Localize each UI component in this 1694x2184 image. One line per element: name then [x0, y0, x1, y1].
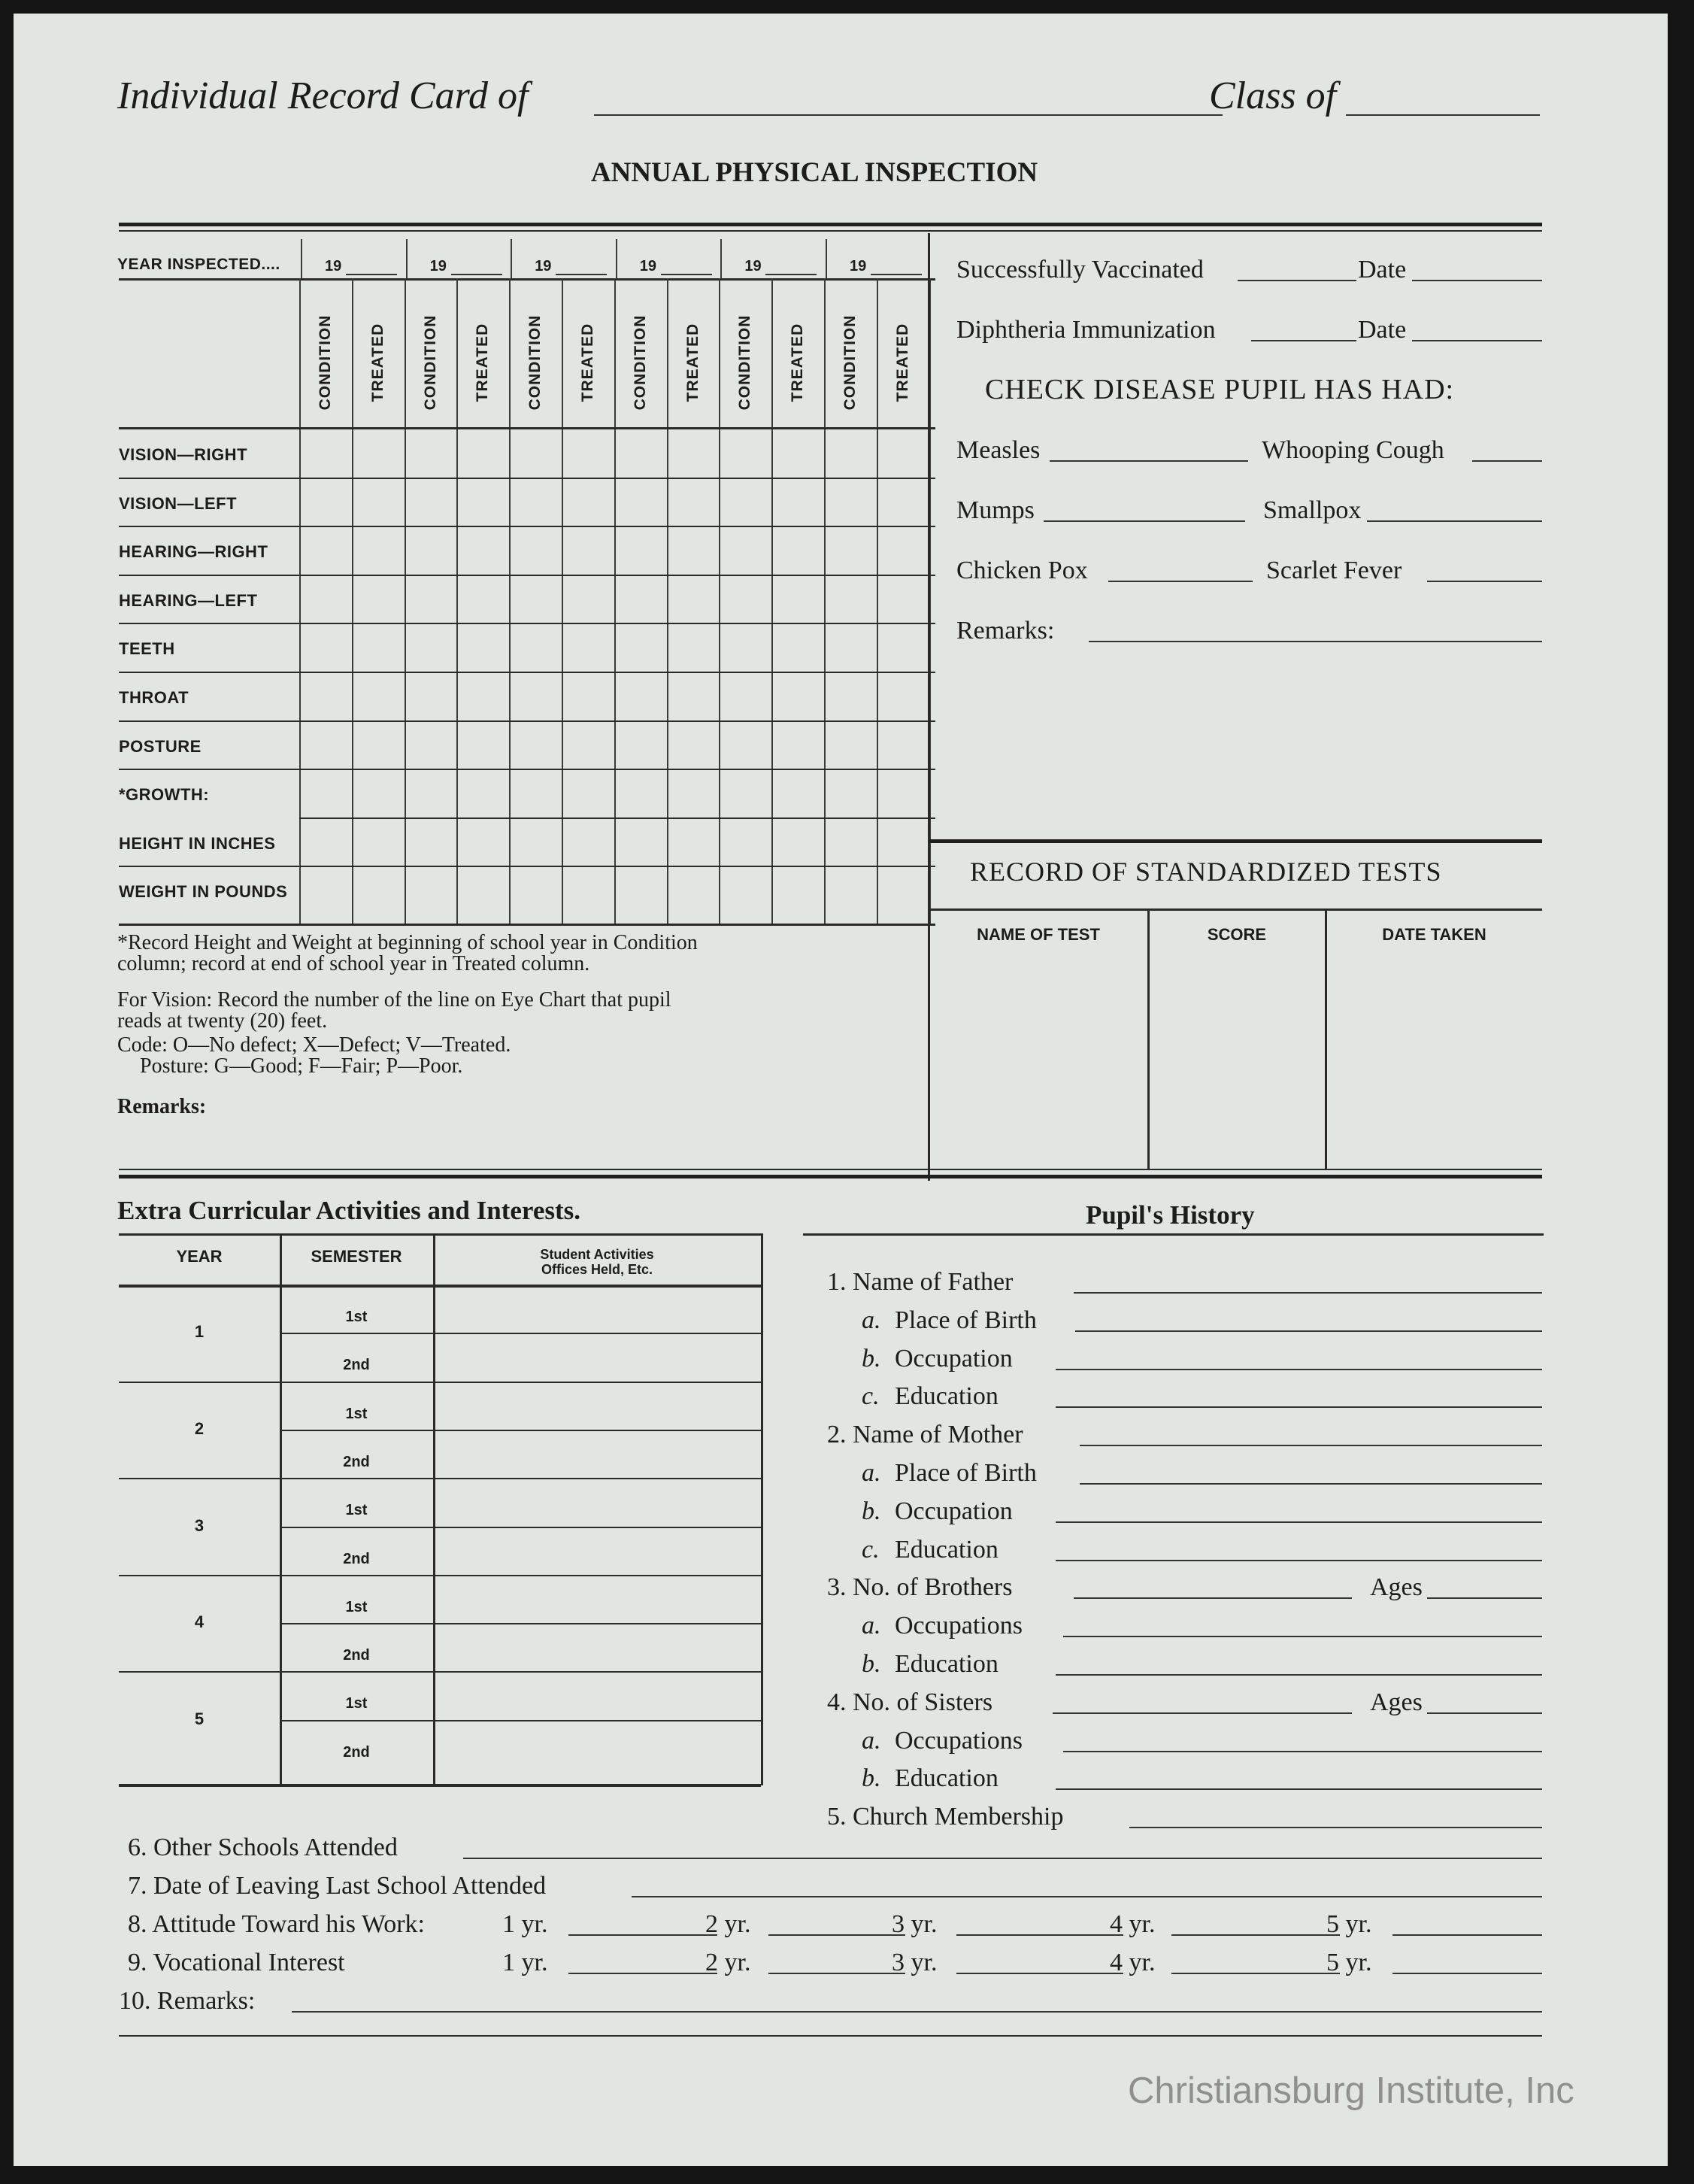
acts-sem-2: 2nd: [343, 1743, 370, 1761]
history-letter: a.: [862, 1306, 881, 1334]
inspection-row-label: WEIGHT IN POUNDS: [119, 882, 288, 902]
top-rule: [119, 223, 1542, 226]
acts-col-year: YEAR: [176, 1247, 223, 1266]
history-item-label: 1. Name of Father: [827, 1268, 1014, 1296]
attitude-year-label: 2 yr.: [705, 1910, 751, 1938]
acts-year: 5: [194, 1709, 205, 1728]
vocational-year-label: 5 yr.: [1326, 1949, 1372, 1976]
history-field[interactable]: [1053, 1712, 1352, 1714]
grid-col-line: [667, 278, 668, 924]
history-field[interactable]: [1074, 1597, 1352, 1599]
acts-sem-1: 1st: [345, 1405, 368, 1422]
tests-header-rule: [929, 908, 1542, 911]
history-ages-field[interactable]: [1427, 1712, 1542, 1714]
history-subitem-label: Education: [895, 1764, 999, 1793]
attitude-year-label: 4 yr.: [1110, 1910, 1156, 1938]
acts-col-line: [761, 1233, 763, 1785]
record-card-sheet: [14, 14, 1668, 2166]
history-field[interactable]: [1056, 1788, 1542, 1790]
history-field[interactable]: [1063, 1636, 1542, 1637]
acts-sem-line[interactable]: [280, 1623, 761, 1624]
inspection-row-line: [119, 478, 935, 479]
inspection-row-label: POSTURE: [119, 736, 202, 756]
growth-note-2: column; record at end of school year in Treated column.: [117, 952, 590, 975]
year-prefix: 19: [325, 258, 342, 275]
date-leaving-field[interactable]: [632, 1896, 1542, 1897]
page-title: ANNUAL PHYSICAL INSPECTION: [590, 157, 1038, 188]
history-field[interactable]: [1075, 1330, 1542, 1332]
history-field[interactable]: [1056, 1521, 1542, 1523]
history-letter: b.: [862, 1650, 881, 1678]
history-field[interactable]: [1080, 1483, 1542, 1485]
scarlet-fever-label: Scarlet Fever: [1266, 557, 1402, 584]
diphtheria-date-line[interactable]: [1412, 340, 1542, 341]
inspection-row-label: HEARING—LEFT: [119, 590, 258, 610]
acts-col-activities-1: Student Activities: [540, 1247, 654, 1262]
attitude-label: 8. Attitude Toward his Work:: [128, 1910, 426, 1938]
history-subitem-label: Occupation: [895, 1497, 1013, 1525]
vocational-year-label: 1 yr.: [502, 1949, 548, 1976]
history-subitem-label: Occupations: [895, 1612, 1023, 1640]
acts-sem-1: 1st: [345, 1502, 368, 1519]
history-letter: a.: [862, 1612, 881, 1640]
vocational-year-label: 4 yr.: [1110, 1949, 1156, 1976]
vocational-year-label: 3 yr.: [892, 1949, 938, 1976]
inspection-row-label: VISION—RIGHT: [119, 445, 248, 464]
vocational-year-field[interactable]: [768, 1973, 905, 1974]
history-letter: c.: [862, 1382, 880, 1411]
history-ages-label: Ages: [1370, 1688, 1423, 1716]
watermark: Christiansburg Institute, Inc: [1128, 2070, 1574, 2111]
history-field[interactable]: [1056, 1674, 1542, 1676]
grid-header-rule: [119, 427, 935, 429]
inspection-row-line: [119, 720, 935, 722]
inspection-row-line: [119, 866, 935, 867]
vocational-year-field[interactable]: [956, 1973, 1123, 1974]
history-field[interactable]: [1056, 1369, 1542, 1370]
acts-sem-line[interactable]: [280, 1527, 761, 1528]
acts-top-rule: [119, 1233, 761, 1236]
inspection-row-label: HEIGHT IN INCHES: [119, 833, 276, 853]
posture-note: Posture: G—Good; F—Fair; P—Poor.: [140, 1054, 463, 1078]
inspection-row-line: [119, 575, 935, 576]
remarks-label: 10. Remarks:: [119, 1987, 256, 2015]
year-divider: [511, 239, 512, 278]
history-subitem-label: Place of Birth: [895, 1306, 1037, 1334]
history-item-label: 4. No. of Sisters: [827, 1688, 993, 1716]
name-line[interactable]: [594, 114, 1223, 116]
treated-header: TREATED: [893, 323, 911, 402]
other-schools-field[interactable]: [463, 1858, 1542, 1859]
acts-year: 2: [194, 1418, 205, 1438]
scarlet-fever-line[interactable]: [1427, 581, 1542, 582]
date-leaving-label: 7. Date of Leaving Last School Attended: [128, 1872, 547, 1900]
history-letter: a.: [862, 1726, 881, 1755]
year-divider: [616, 239, 617, 278]
treated-header: TREATED: [474, 323, 492, 402]
acts-sem-2: 2nd: [343, 1647, 370, 1664]
bottom-rule: [119, 2035, 1542, 2037]
vaccinated-line[interactable]: [1238, 280, 1356, 281]
diphtheria-line[interactable]: [1251, 340, 1356, 341]
whooping-cough-label: Whooping Cough: [1262, 436, 1444, 464]
vaccinated-date-label: Date: [1358, 256, 1407, 284]
year-field[interactable]: [661, 274, 712, 275]
diphtheria-date-label: Date: [1358, 316, 1407, 344]
tests-col-divider-1: [1147, 910, 1150, 1170]
middle-rule-thin: [119, 1169, 1542, 1170]
condition-header: CONDITION: [421, 314, 439, 411]
tests-col-name: NAME OF TEST: [977, 925, 1100, 944]
history-letter: b.: [862, 1344, 881, 1373]
history-letter: b.: [862, 1497, 881, 1525]
acts-sem-line[interactable]: [280, 1720, 761, 1721]
vocational-year-field[interactable]: [1392, 1973, 1542, 1974]
history-field[interactable]: [1063, 1751, 1542, 1752]
vocational-year-label: 2 yr.: [705, 1949, 751, 1976]
inspection-row-label: *GROWTH:: [119, 785, 210, 805]
year-field[interactable]: [871, 274, 922, 275]
grid-col-line: [562, 278, 563, 924]
condition-header: CONDITION: [736, 314, 754, 411]
treated-header: TREATED: [683, 323, 702, 402]
treated-header: TREATED: [789, 323, 807, 402]
grid-col-line: [299, 278, 301, 924]
history-field[interactable]: [1080, 1445, 1542, 1446]
vocational-label: 9. Vocational Interest: [128, 1949, 345, 1976]
year-field[interactable]: [765, 274, 817, 275]
history-subitem-label: Education: [895, 1650, 999, 1678]
history-field[interactable]: [1056, 1560, 1542, 1561]
acts-col-semester: SEMESTER: [311, 1247, 402, 1266]
smallpox-label: Smallpox: [1263, 496, 1362, 524]
condition-header: CONDITION: [526, 314, 544, 411]
growth-note-1: *Record Height and Weight at beginning of school year in Condition: [117, 931, 698, 954]
inspection-row-label: THROAT: [119, 688, 189, 707]
class-of-label: Class of: [1209, 74, 1337, 117]
history-subitem-label: Occupations: [895, 1726, 1023, 1755]
tests-col-score: SCORE: [1207, 925, 1267, 944]
check-disease-heading: CHECK DISEASE PUPIL HAS HAD:: [985, 374, 1455, 405]
attitude-year-label: 5 yr.: [1326, 1910, 1372, 1938]
history-ages-label: Ages: [1370, 1573, 1423, 1602]
history-item-label: 5. Church Membership: [827, 1803, 1064, 1831]
acts-year: 1: [194, 1322, 205, 1342]
year-divider: [406, 239, 408, 278]
tests-heading: RECORD OF STANDARDIZED TESTS: [970, 857, 1442, 887]
health-remarks-label: Remarks:: [956, 617, 1055, 645]
vision-note-1: For Vision: Record the number of the line on Eye Chart that pupil: [117, 988, 671, 1012]
acts-sem-1: 1st: [345, 1309, 368, 1325]
year-prefix: 19: [744, 258, 762, 275]
year-rule: [119, 278, 935, 281]
history-item-label: 3. No. of Brothers: [827, 1573, 1013, 1602]
grid-col-line: [352, 278, 353, 924]
tests-top-rule: [929, 839, 1542, 843]
year-prefix: 19: [639, 258, 657, 275]
health-remarks-line[interactable]: [1089, 641, 1542, 642]
grid-col-line: [456, 278, 458, 924]
condition-header: CONDITION: [631, 314, 649, 411]
year-divider: [720, 239, 722, 278]
top-rule-thin: [119, 230, 1542, 232]
acts-bottom-rule: [119, 1784, 761, 1787]
attitude-year-field[interactable]: [568, 1934, 717, 1936]
grid-col-line: [824, 278, 826, 924]
vision-note-2: reads at twenty (20) feet.: [117, 1009, 328, 1033]
remarks-field[interactable]: [292, 2011, 1542, 2013]
acts-header-rule: [119, 1285, 761, 1288]
attitude-year-label: 3 yr.: [892, 1910, 938, 1938]
acts-year: 4: [194, 1612, 205, 1632]
attitude-year-field[interactable]: [956, 1934, 1123, 1936]
grid-col-line: [509, 278, 511, 924]
history-letter: c.: [862, 1535, 880, 1564]
attitude-year-field[interactable]: [768, 1934, 905, 1936]
diphtheria-label: Diphtheria Immunization: [956, 316, 1216, 344]
other-schools-label: 6. Other Schools Attended: [128, 1834, 398, 1861]
section-divider: [928, 233, 930, 1181]
year-field[interactable]: [346, 274, 397, 275]
condition-header: CONDITION: [841, 314, 859, 411]
inspection-row-label: VISION—LEFT: [119, 493, 238, 513]
grid-col-line: [405, 278, 406, 924]
activities-heading: Extra Curricular Activities and Interests.: [117, 1196, 581, 1225]
inspection-row-line: [299, 817, 935, 819]
chicken-pox-label: Chicken Pox: [956, 557, 1088, 584]
smallpox-line[interactable]: [1367, 520, 1542, 522]
grid-bottom-rule: [119, 924, 935, 926]
inspection-row-line: [119, 526, 935, 527]
attitude-year-field[interactable]: [1392, 1934, 1542, 1936]
year-field[interactable]: [451, 274, 502, 275]
vocational-year-field[interactable]: [568, 1973, 717, 1974]
mumps-label: Mumps: [956, 496, 1035, 524]
measles-line[interactable]: [1050, 460, 1248, 462]
acts-sem-1: 1st: [345, 1695, 368, 1712]
history-subitem-label: Education: [895, 1535, 999, 1564]
grid-remarks-label: Remarks:: [117, 1095, 207, 1118]
mumps-line[interactable]: [1044, 520, 1245, 522]
year-inspected-label: YEAR INSPECTED....: [117, 256, 280, 273]
history-field[interactable]: [1074, 1292, 1542, 1294]
treated-header: TREATED: [578, 323, 596, 402]
acts-year-line: [119, 1478, 761, 1479]
acts-year-line: [119, 1575, 761, 1576]
acts-sem-2: 2nd: [343, 1357, 370, 1374]
year-prefix: 19: [429, 258, 447, 275]
measles-label: Measles: [956, 436, 1041, 464]
whooping-cough-line[interactable]: [1472, 460, 1542, 462]
acts-sem-line[interactable]: [280, 1430, 761, 1431]
history-field[interactable]: [1056, 1406, 1542, 1408]
tests-col-divider-2: [1325, 910, 1327, 1170]
history-subitem-label: Place of Birth: [895, 1459, 1037, 1487]
acts-year-line: [119, 1671, 761, 1673]
vaccinated-label: Successfully Vaccinated: [956, 256, 1204, 284]
attitude-year-label: 1 yr.: [502, 1910, 548, 1938]
history-letter: a.: [862, 1459, 881, 1487]
inspection-row-line: [119, 623, 935, 624]
attitude-year-field[interactable]: [1171, 1934, 1340, 1936]
condition-header: CONDITION: [316, 314, 334, 411]
acts-col-line: [433, 1233, 435, 1785]
treated-header: TREATED: [368, 323, 386, 402]
acts-year: 3: [194, 1515, 205, 1535]
inspection-row-label: HEARING—RIGHT: [119, 542, 268, 562]
acts-year-line: [119, 1382, 761, 1383]
chicken-pox-line[interactable]: [1108, 581, 1253, 582]
grid-col-line: [877, 278, 878, 924]
acts-sem-1: 1st: [345, 1598, 368, 1615]
history-heading: Pupil's History: [1086, 1200, 1255, 1230]
history-letter: b.: [862, 1764, 881, 1793]
year-prefix: 19: [535, 258, 552, 275]
year-field[interactable]: [556, 274, 607, 275]
year-prefix: 19: [850, 258, 867, 275]
history-item-label: 2. Name of Mother: [827, 1421, 1023, 1449]
inspection-row-line: [119, 672, 935, 673]
year-divider: [826, 239, 827, 278]
acts-sem-2: 2nd: [343, 1453, 370, 1470]
history-heading-rule: [803, 1233, 1544, 1236]
year-divider: [301, 239, 302, 278]
grid-col-line: [719, 278, 720, 924]
acts-col-activities-2: Offices Held, Etc.: [541, 1262, 653, 1277]
tests-col-date: DATE TAKEN: [1382, 925, 1486, 944]
record-card-label: Individual Record Card of: [117, 74, 529, 117]
grid-col-line: [771, 278, 773, 924]
history-ages-field[interactable]: [1427, 1597, 1542, 1599]
vocational-year-field[interactable]: [1171, 1973, 1340, 1974]
inspection-row-label: TEETH: [119, 639, 175, 659]
class-of-line[interactable]: [1346, 114, 1540, 116]
history-subitem-label: Occupation: [895, 1344, 1013, 1373]
code-note: Code: O—No defect; X—Defect; V—Treated.: [117, 1033, 511, 1057]
acts-sem-2: 2nd: [343, 1550, 370, 1567]
acts-sem-line[interactable]: [280, 1333, 761, 1334]
history-subitem-label: Education: [895, 1382, 999, 1411]
inspection-row-line: [119, 769, 935, 770]
grid-col-line: [614, 278, 616, 924]
vaccinated-date-line[interactable]: [1412, 280, 1542, 281]
history-field[interactable]: [1129, 1827, 1542, 1828]
middle-rule: [119, 1175, 1542, 1178]
